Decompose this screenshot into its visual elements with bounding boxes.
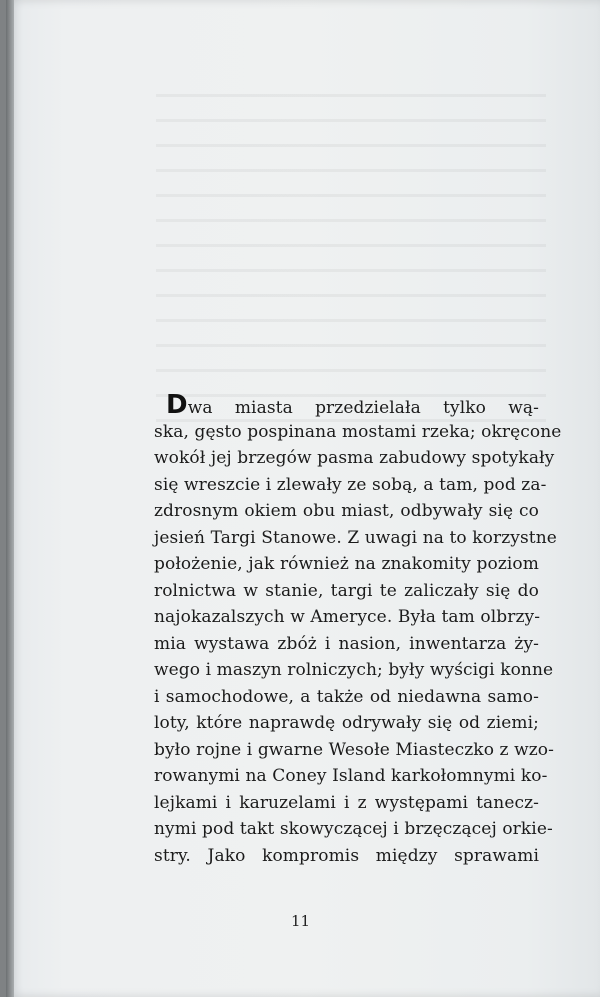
text-line: się wreszcie i zlewały ze sobą, a tam, pod za- [154, 474, 547, 495]
text-line: rolnictwa w stanie, targi te zaliczały się do [154, 580, 539, 601]
text-line: wokół jej brzegów pasma zabudowy spotykały [154, 448, 555, 468]
text-line: mia wystawa zbóż i nasion, inwentarza ży- [154, 633, 539, 654]
text-line [154, 392, 539, 419]
text-line: jesień Targi Stanowe. Z uwagi na to korzystne [154, 527, 557, 548]
show-through-text [156, 78, 546, 428]
text-line: ska, gęsto pospinana mostami rzeka; okręcone [154, 421, 562, 442]
text-line: stry. Jako kompromis między sprawami [154, 845, 539, 866]
book-page [6, 0, 600, 997]
text-line: wego i maszyn rolniczych; były wyścigi konne [154, 660, 554, 680]
text-line: zdrosnym okiem obu miast, odbywały się co [154, 501, 539, 521]
text-line: i samochodowe, a także od niedawna samo- [154, 686, 539, 707]
text-line: nymi pod takt skowyczącej i brzęczącej orkie- [154, 819, 553, 839]
text-line: było rojne i gwarne Wesołe Miasteczko z wzo- [154, 739, 554, 760]
text-line: loty, które naprawdę odrywały się od ziemi; [154, 713, 539, 733]
text-line-content: wa miasta przedzielała tylko wą- [187, 398, 539, 418]
text-line: położenie, jak również na znakomity poziom [154, 554, 539, 574]
drop-cap: D [166, 390, 188, 420]
text-line: najokazalszych w Ameryce. Była tam olbrzy- [154, 607, 541, 627]
book-spine [6, 0, 14, 997]
text-line: rowanymi na Coney Island karkołomnymi ko- [154, 766, 548, 786]
page-number: 11 [291, 912, 311, 930]
text-line: lejkami i karuzelami i z występami tanecz- [154, 792, 539, 813]
body-text [154, 390, 562, 869]
